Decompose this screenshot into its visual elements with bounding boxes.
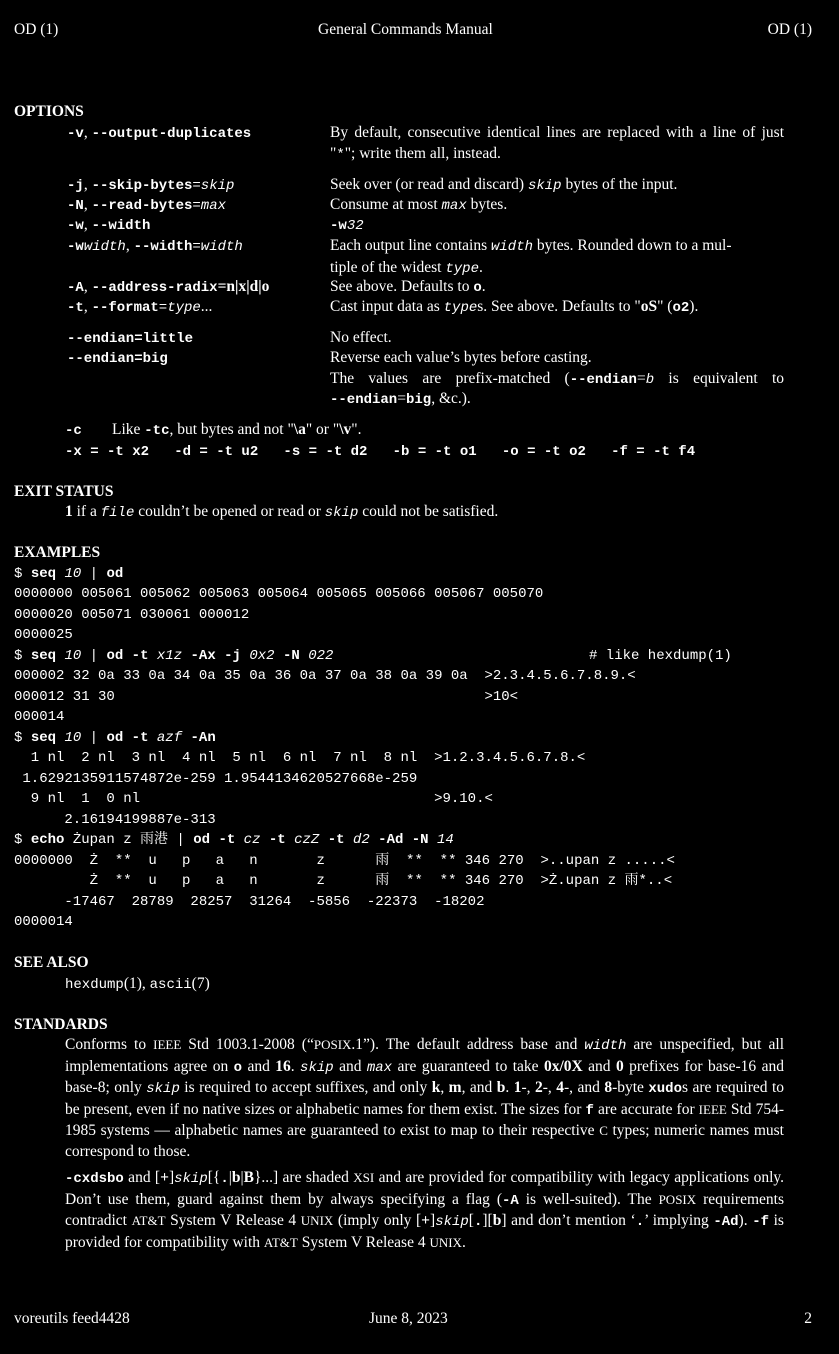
option-t: -t, --format=type... (67, 298, 213, 316)
inline-run: + (160, 1169, 169, 1186)
option-wwidth: -wwidth, --width=width (67, 237, 243, 255)
inline-run: m (448, 1079, 462, 1096)
example-output-line: 9 nl 1 0 nl >9.10.< (14, 791, 493, 807)
option-N: -N, --read-bytes=max (67, 196, 227, 214)
example-command-4: $ echo Żupan z 雨港 | od -t cz -t czZ -t d2 -Ad -N 14 (14, 832, 454, 848)
inline-run: k (431, 1079, 441, 1096)
endian-note-line1: The values are prefix-matched (--endian=b is equivalent to (330, 370, 784, 388)
header-right: OD (1) (767, 21, 812, 38)
example-command-1: $ seq 10 | od (14, 566, 124, 582)
standards-paragraph-2: -cxdsbo and [+]skip[{.|b|B}...] are shaded XSI and are provided for compatibility with legacy applications only. Don’t use them, guard against them by always specifying a flag (-A is well-suited). The POSIX requirements contradict AT&T System V Release 4 UNIX (imply only [+]skip[.][b] and don’t mention ‘.’ implying -Ad). -f is provided for compatibility with AT&T System V Release 4 UNIX. (65, 1169, 784, 1251)
option-N-desc: Consume at most max bytes. (330, 196, 508, 214)
option-j-desc: Seek over (or read and discard) skip bytes of the input. (330, 176, 678, 194)
inline-run: UNIX (429, 1234, 462, 1250)
inline-run: XSI (353, 1170, 375, 1185)
inline-run: b (492, 1212, 502, 1229)
inline-run: -Ad (713, 1214, 739, 1230)
example-output-line: 1 nl 2 nl 3 nl 4 nl 5 nl 6 nl 7 nl 8 nl >1.2.3.4.5.6.7.8.< (14, 750, 586, 766)
section-standards-heading: STANDARDS (14, 1016, 108, 1033)
inline-run: b (496, 1079, 506, 1096)
option-c: -c (65, 423, 82, 439)
inline-run: POSIX (658, 1191, 697, 1207)
example-output-line: 000012 31 30 >10< (14, 689, 519, 705)
inline-run: B (243, 1169, 254, 1186)
example-output-line: Ż ** u p a n z 雨 ** ** 346 270 >Ż.upan z 雨*..< (14, 873, 673, 889)
inline-run: / (559, 1057, 564, 1075)
see-also-list: hexdump(1), ascii(7) (65, 975, 210, 993)
exit-status-text: 1 if a file couldn’t be opened or read or skip could not be satisfied. (65, 503, 499, 521)
footer-date: June 8, 2023 (369, 1310, 448, 1327)
option-A-desc: See above. Defaults to o. (330, 278, 486, 296)
example-command-2: $ seq 10 | od -t x1z -Ax -j 0x2 -N 022 (14, 648, 334, 664)
section-examples-heading: EXAMPLES (14, 544, 101, 561)
inline-run: 1 (513, 1079, 522, 1096)
section-options-heading: OPTIONS (14, 103, 84, 120)
inline-run: UNIX (300, 1213, 334, 1228)
example-output-line: 000002 32 0a 33 0a 34 0a 35 0a 36 0a 37 0a 38 0a 39 0a >2.3.4.5.6.7.8.9.< (14, 668, 636, 684)
inline-run: max (366, 1059, 393, 1076)
inline-run: skip (435, 1214, 469, 1230)
example-output-line: 0000000 005061 005062 005063 005064 005065 005066 005067 005070 (14, 586, 544, 602)
inline-run: 4 (556, 1079, 564, 1096)
inline-run: width (584, 1038, 627, 1054)
inline-run: 0X (563, 1057, 583, 1075)
inline-run: xudo (648, 1081, 682, 1097)
example-output-line: -17467 28789 28257 31264 -5856 -22373 -18202 (14, 894, 485, 910)
inline-run: 0x (543, 1057, 560, 1075)
inline-run: POSIX (313, 1037, 352, 1052)
inline-run: IEEE (698, 1101, 727, 1117)
see-also-link-ascii[interactable]: ascii (149, 977, 192, 993)
option-w: -w, --width (67, 216, 151, 234)
inline-run: skip (300, 1059, 334, 1076)
endian-note-line2: --endian=big, &c.). (330, 390, 471, 408)
page-number: 2 (804, 1310, 812, 1327)
section-exit-status-heading: EXIT STATUS (14, 483, 114, 500)
inline-run: o (233, 1059, 243, 1076)
standards-paragraph-1: Conforms to IEEE Std 1003.1-2008 (“POSIX.1”). The default address base and width are unspecified, but all implementations agree on o and 16. skip and max are guaranteed to take 0x/0X and 0 prefixes for base-16 and base-8; only skip is required to accept suffixes, and only k, m, and b. 1-, 2-, 4-, and 8-byte xudos are required to be present, even if no native sizes or alphabetic names for them exist. The sizes for f are accurate for IEEE Std 754-1985 systems — alphabetic names are guaranteed to exist to map to their respective C types; numeric names must correspond to those. (65, 1036, 784, 1160)
inline-run: 2 (534, 1079, 543, 1096)
option-w-desc: -w32 (330, 218, 364, 234)
option-endian-big-desc: Reverse each value’s bytes before casting. (330, 349, 592, 366)
section-see-also-heading: SEE ALSO (14, 954, 89, 971)
option-A: -A, --address-radix=n|x|d|o (67, 278, 270, 296)
example-output-line: 1.6292135911574872e-259 1.9544134620527668e-259 (14, 771, 418, 787)
example-output-line: 0000025 (14, 627, 73, 643)
see-also-link-hexdump[interactable]: hexdump (65, 977, 124, 993)
inline-run: 0 (615, 1057, 624, 1075)
option-t-desc: Cast input data as types. See above. Defaults to "oS" (o2). (330, 298, 699, 316)
inline-run: . (635, 1214, 645, 1230)
example-comment: # like hexdump(1) (589, 648, 732, 664)
inline-run: skip (174, 1171, 208, 1187)
inline-run: -A (502, 1192, 519, 1209)
inline-run: . (473, 1214, 483, 1230)
inline-run: -cxdsbo (65, 1171, 124, 1187)
example-output-line: 0000000 Ż ** u p a n z 雨 ** ** 346 270 >..upan z .....< (14, 853, 675, 869)
example-output-line: 000014 (14, 709, 65, 725)
option-j: -j, --skip-bytes=skip (67, 176, 235, 194)
inline-run: -f (752, 1214, 769, 1230)
inline-run: AT&T (131, 1213, 166, 1228)
inline-run: 8 (604, 1079, 613, 1096)
header-left: OD (1) (14, 21, 59, 38)
inline-run: IEEE (153, 1037, 182, 1052)
option-endian-little-desc: No effect. (330, 329, 392, 346)
example-output-line: 0000020 005071 030061 000012 (14, 607, 250, 623)
inline-run: . (220, 1171, 229, 1187)
inline-run: b (231, 1169, 241, 1186)
example-output-line: 2.16194199887e-313 (14, 812, 216, 828)
inline-run: f (585, 1102, 594, 1119)
inline-run: + (421, 1212, 431, 1229)
option-endian-little: --endian=little (67, 331, 194, 347)
inline-run: 16 (275, 1057, 291, 1075)
header-title: General Commands Manual (318, 21, 493, 38)
option-v-desc: By default, consecutive identical lines are replaced with a line of just "*"; write them all, instead. (330, 124, 785, 163)
inline-run: AT&T (263, 1234, 298, 1250)
inline-run: C (599, 1123, 608, 1138)
footer-left: voreutils feed4428 (14, 1310, 130, 1327)
example-output-line: 0000014 (14, 914, 73, 930)
example-command-3: $ seq 10 | od -t azf -An (14, 730, 216, 746)
inline-run: skip (146, 1081, 180, 1097)
option-aliases: -x = -t x2 -d = -t u2 -s = -t d2 -b = -t o1 -o = -t o2 -f = -t f4 (65, 444, 696, 460)
option-endian-big: --endian=big (67, 351, 168, 367)
option-wwidth-desc: Each output line contains width bytes. Rounded down to a mul- tiple of the widest type. (330, 237, 732, 277)
option-c-desc: Like -tc, but bytes and not "\a" or "\v". (112, 421, 362, 439)
option-v: -v, --output-duplicates (67, 124, 252, 142)
